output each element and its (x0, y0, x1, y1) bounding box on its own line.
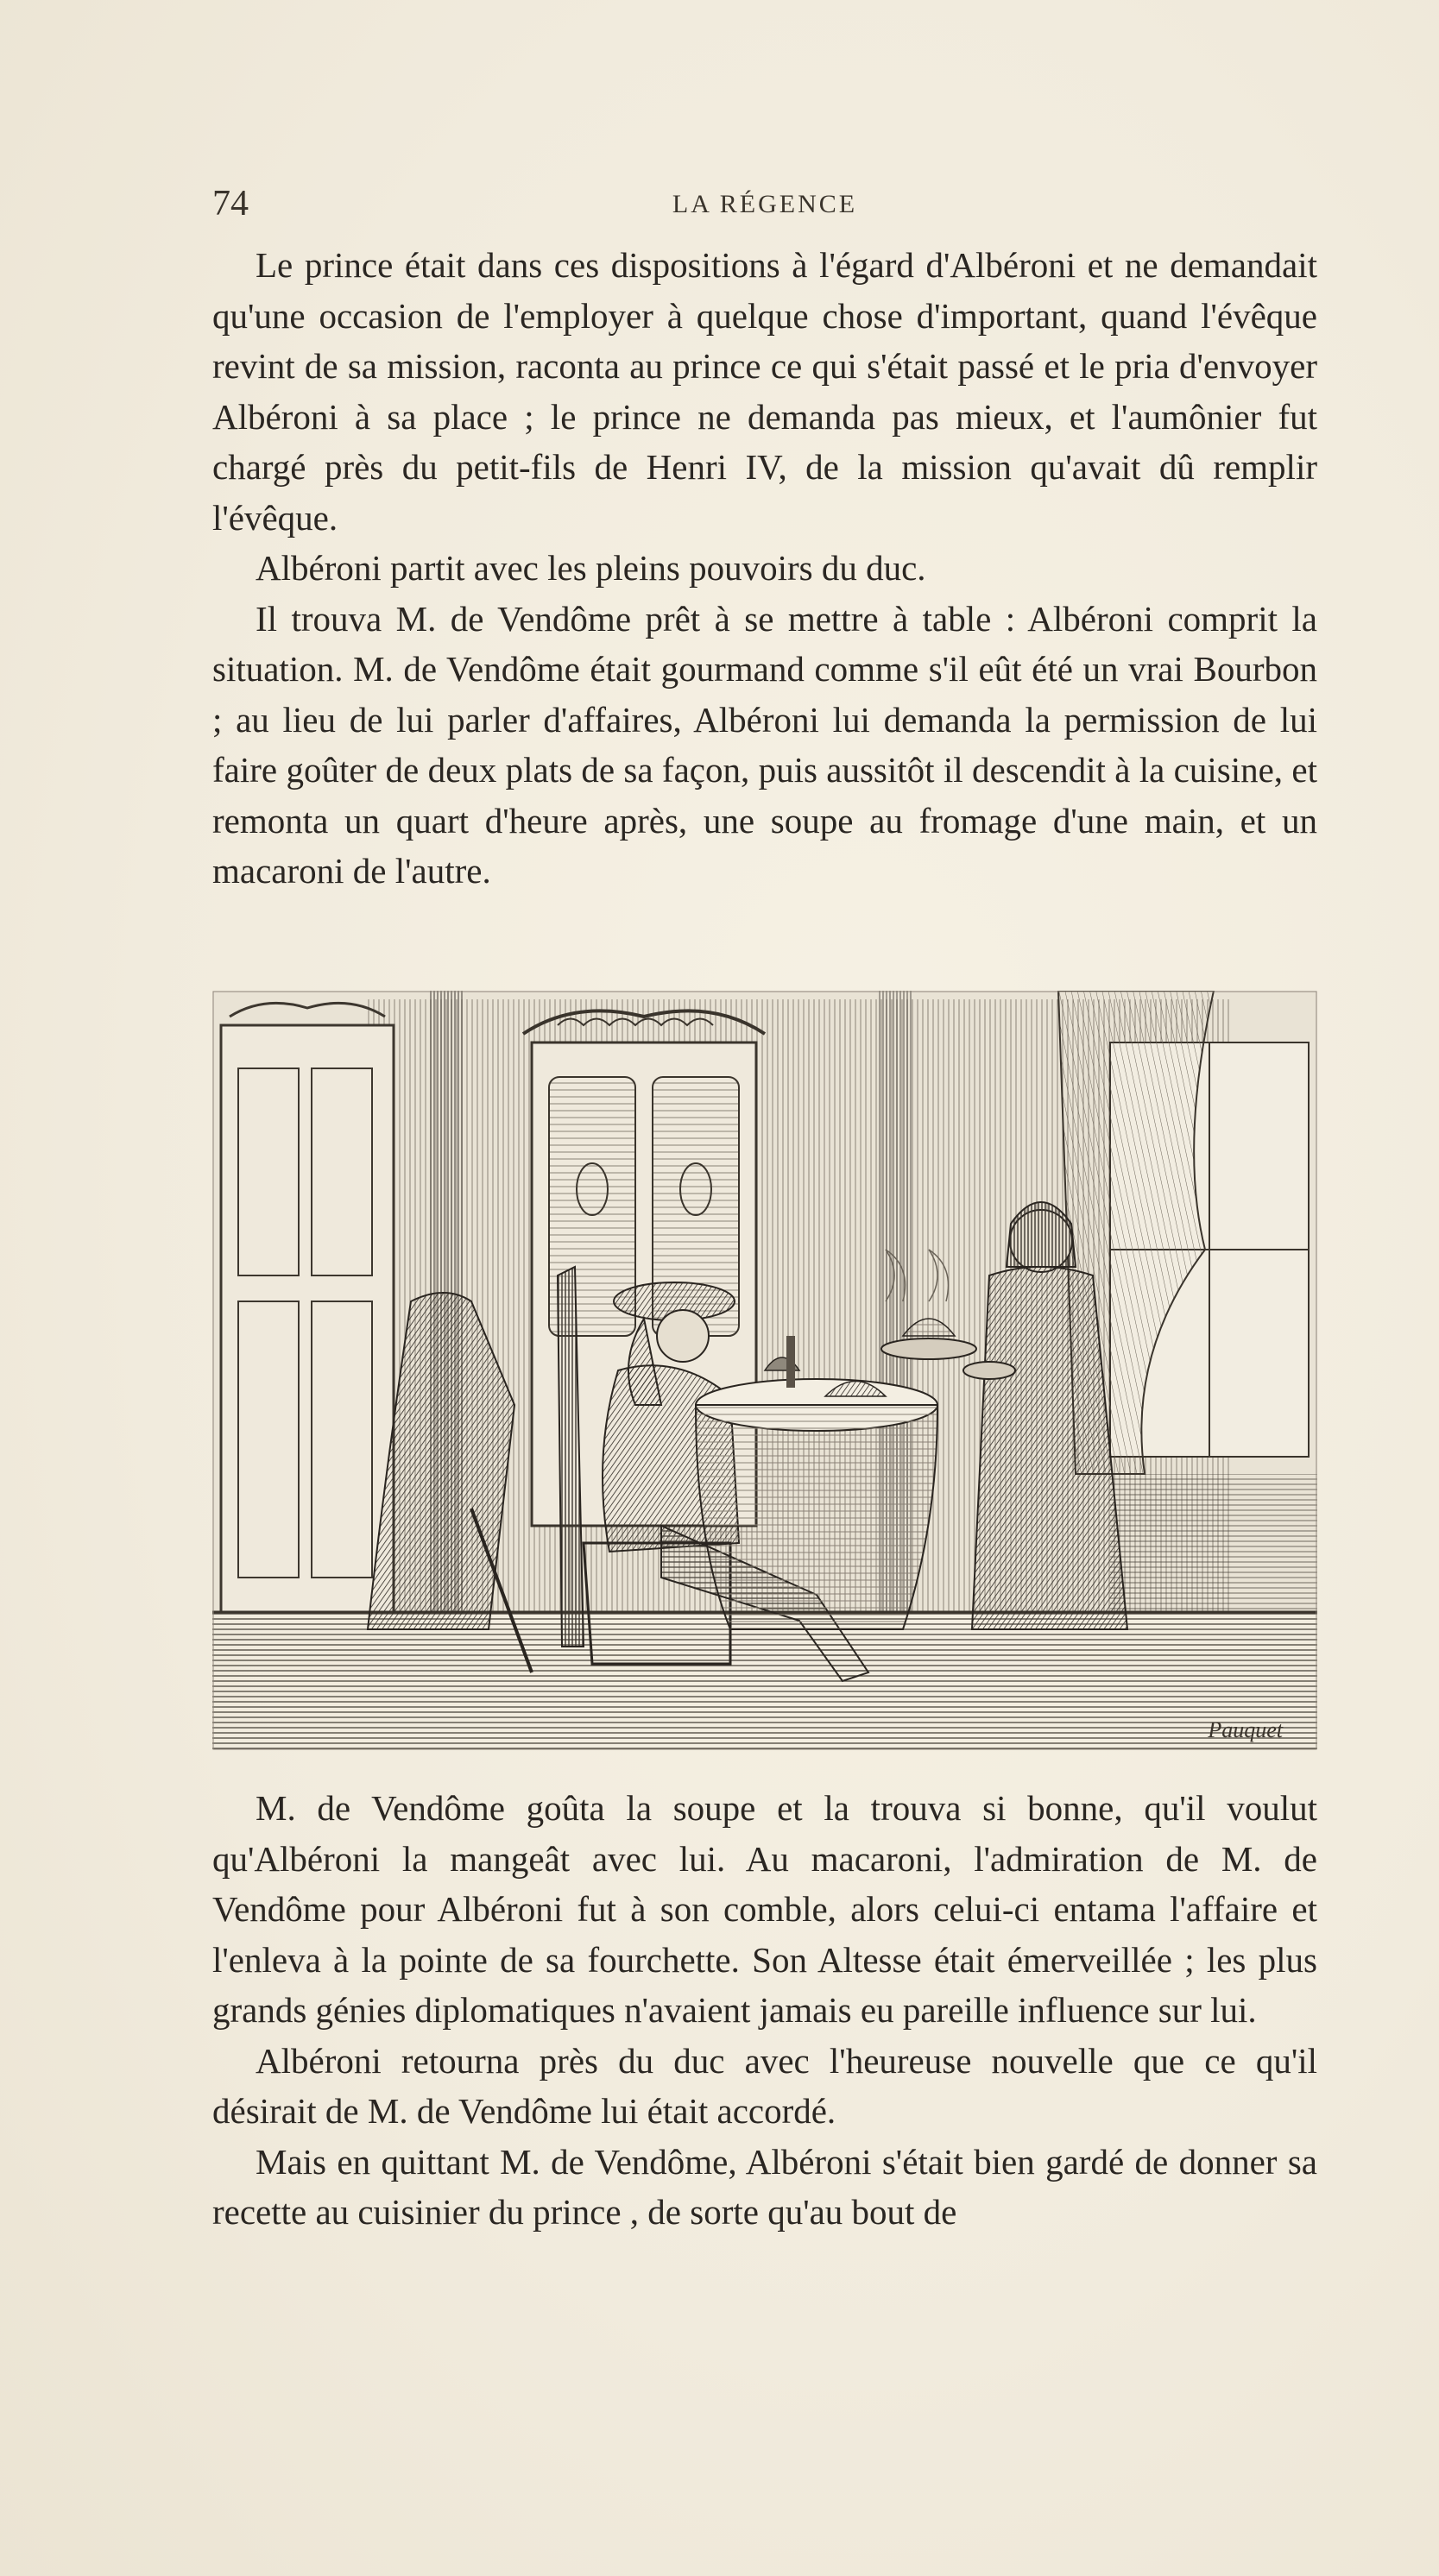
running-head: LA RÉGENCE (672, 190, 858, 218)
floor (212, 1612, 1317, 1750)
paragraph-3: Il trouva M. de Vendôme prêt à se mettre à table : Albéroni comprit la situation. M. de Vendôme était gourmand comme s'il eût été un vrai Bourbon ; au lieu de lui parler d'affaires, Albéroni lui demanda la permission de lui faire goûter de deux plats de sa façon, puis aussitôt il descendit à la cuisine, et remonta un quart d'heure après, une soupe au fromage d'une main, et un macaroni de l'autre. (212, 598, 1317, 891)
left-door (221, 1003, 394, 1612)
paragraph-6: Mais en quittant M. de Vendôme, Albéroni s'était bien gardé de donner sa recette au cuisinier du prince , de sorte qu'au bout de (212, 2141, 1317, 2232)
artist-signature: Pauquet (1208, 1717, 1283, 1742)
engraving-svg (212, 991, 1317, 1750)
page-number: 74 (212, 184, 249, 224)
paragraph-2: Albéroni partit avec les pleins pouvoirs du duc. (256, 548, 926, 588)
bottom-text-block (212, 1783, 1317, 2238)
top-text-block (212, 240, 1317, 897)
paragraph-4: M. de Vendôme goûta la soupe et la trouva si bonne, qu'il voulut qu'Albéroni la mangeât avec lui. Au macaroni, l'admiration de M. de Vendôme pour Albéroni fut à son comble, alors celui-ci entama l'affaire et l'enleva à la pointe de sa fourchette. Son Altesse était émerveillée ; les plus grands génies diplomatiques n'avaient jamais eu pareille influence sur lui. (212, 1788, 1317, 2030)
page-header (212, 183, 1317, 226)
paragraph-1: Le prince était dans ces dispositions à l'égard d'Albéroni et ne demandait qu'une occasion de l'employer à quelque chose d'important, quand l'évêque revint de sa mission, raconta au prince ce qui s'était passé et le pria d'envoyer Albéroni à sa place ; le prince ne demanda pas mieux, et l'aumônier fut chargé près du petit-fils de Henri IV, de la mission qu'avait dû remplir l'évêque. (212, 245, 1317, 538)
engraving-illustration (212, 991, 1317, 1750)
paragraph-5: Albéroni retourna près du duc avec l'heureuse nouvelle que ce qu'il désirait de M. de Vendôme lui était accordé. (212, 2040, 1317, 2131)
